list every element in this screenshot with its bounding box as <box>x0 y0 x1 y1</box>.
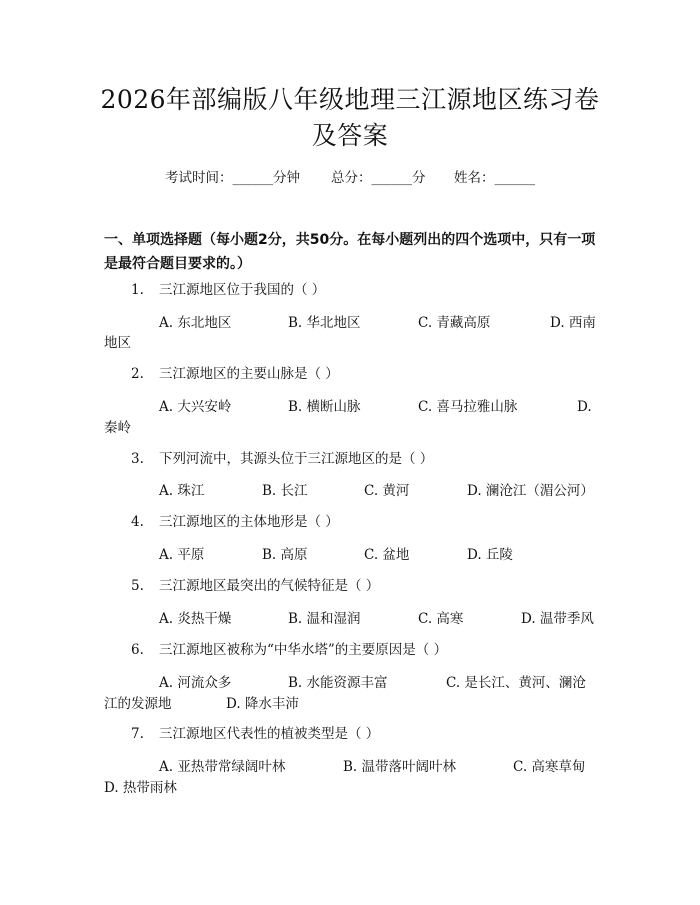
question-stem: 下列河流中，其源头位于三江源地区的是（ ） <box>159 451 434 467</box>
q5-option-a: A. 炎热干燥 <box>159 611 232 627</box>
question-stem: 三江源地区的主要山脉是（ ） <box>159 366 339 382</box>
question-stem: 三江源地区被称为“中华水塔”的主要原因是（ ） <box>159 642 448 658</box>
q7-option-a: A. 亚热带常绿阔叶林 <box>159 759 286 775</box>
q3-option-c: C. 黄河 <box>364 483 410 499</box>
q5-option-b: B. 温和湿润 <box>288 611 361 627</box>
q1-option-a: A. 东北地区 <box>159 315 232 331</box>
question-number: 3. <box>131 451 144 467</box>
student-name-field: 姓名：______ <box>454 170 535 186</box>
section-heading-line2: 是最符合题目要求的。） <box>104 256 251 272</box>
q2-option-b: B. 横断山脉 <box>288 399 361 415</box>
q7-option-c: C. 高寒草甸 <box>513 759 586 775</box>
q6-option-a: A. 河流众多 <box>159 675 232 691</box>
question-number: 6. <box>131 642 144 658</box>
q1-option-b: B. 华北地区 <box>288 315 361 331</box>
exam-title-line2: 及答案 <box>311 121 389 150</box>
q2-option-d: D. <box>577 399 592 415</box>
exam-title-line1: 2026年部编版八年级地理三江源地区练习卷 <box>100 85 600 114</box>
section-heading-line1: 一、单项选择题（每小题2分，共50分。在每小题列出的四个选项中，只有一项 <box>104 232 596 248</box>
q1-option-d-wrap: 地区 <box>104 335 131 351</box>
q5-option-c: C. 高寒 <box>418 611 464 627</box>
q5-option-d: D. 温带季风 <box>521 611 594 627</box>
question-number: 1. <box>131 282 144 298</box>
question-stem: 三江源地区最突出的气候特征是（ ） <box>159 578 380 594</box>
question-number: 2. <box>131 366 144 382</box>
q2-option-d-wrap: 秦岭 <box>104 420 131 436</box>
exam-time-field: 考试时间：______分钟 <box>165 170 300 186</box>
question-stem: 三江源地区位于我国的（ ） <box>159 282 326 298</box>
q3-option-a: A. 珠江 <box>159 483 205 499</box>
question-number: 4. <box>131 514 144 530</box>
question-stem: 三江源地区代表性的植被类型是（ ） <box>159 726 380 742</box>
question-number: 5. <box>131 578 144 594</box>
q6-option-b: B. 水能资源丰富 <box>288 675 388 691</box>
q6-option-c-wrap: 江的发源地 <box>104 696 172 712</box>
q7-option-d: D. 热带雨林 <box>104 780 177 796</box>
question-number: 7. <box>131 726 144 742</box>
q2-option-a: A. 大兴安岭 <box>159 399 232 415</box>
q4-option-b: B. 高原 <box>262 547 308 563</box>
q1-option-c: C. 青藏高原 <box>418 315 491 331</box>
q3-option-b: B. 长江 <box>262 483 308 499</box>
q7-option-b: B. 温带落叶阔叶林 <box>343 759 457 775</box>
q3-option-d: D. 澜沧江（湄公河） <box>467 483 594 499</box>
q2-option-c: C. 喜马拉雅山脉 <box>418 399 518 415</box>
q1-option-d: D. 西南 <box>550 315 596 331</box>
q4-option-d: D. 丘陵 <box>467 547 513 563</box>
q4-option-a: A. 平原 <box>159 547 205 563</box>
q6-option-c: C. 是长江、黄河、澜沧 <box>446 675 586 691</box>
q4-option-c: C. 盆地 <box>364 547 410 563</box>
total-score-field: 总分：______分 <box>331 170 426 186</box>
question-stem: 三江源地区的主体地形是（ ） <box>159 514 339 530</box>
q6-option-d: D. 降水丰沛 <box>226 696 299 712</box>
